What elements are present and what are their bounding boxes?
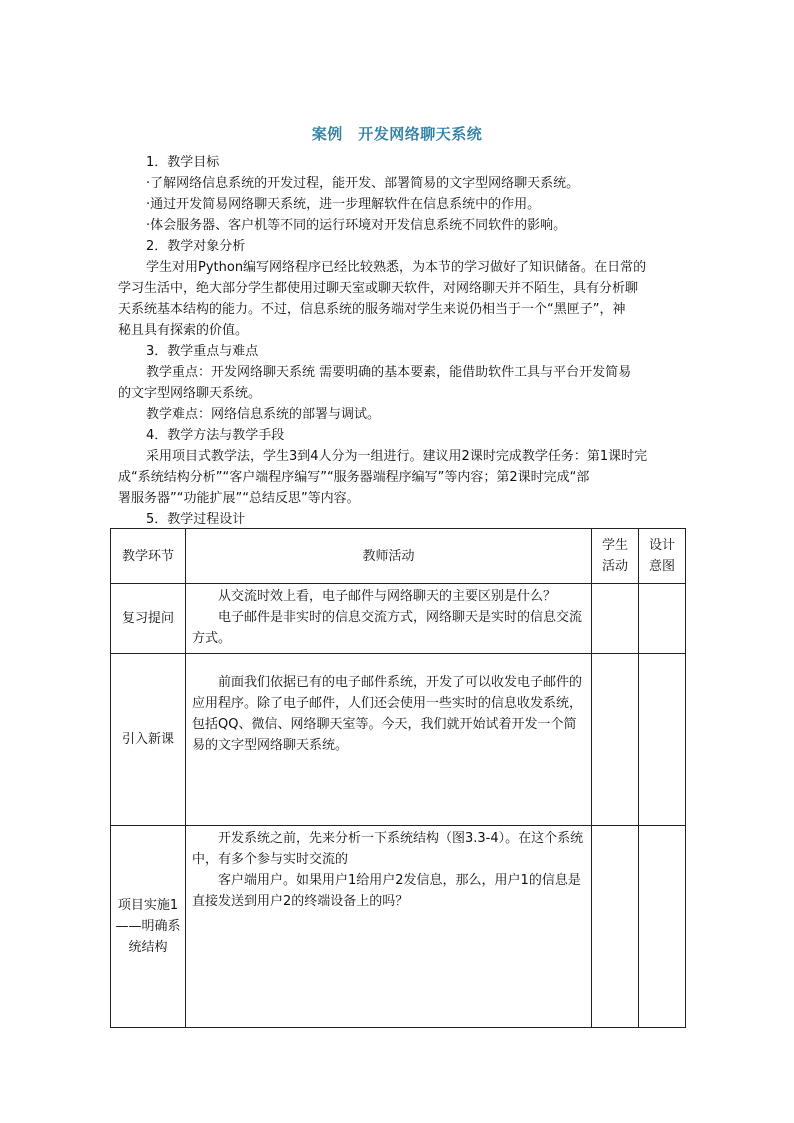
- header-design-line: 意图: [648, 559, 675, 574]
- goal-item: ·通过开发简易网络聊天系统，进一步理解软件在信息系统中的作用。: [146, 197, 541, 212]
- paragraph-line: 教学难点：网络信息系统的部署与调试。: [146, 407, 381, 422]
- stage-cell: 项目实施1——明确系统结构: [111, 826, 186, 1028]
- goal-item: ·了解网络信息系统的开发过程，能开发、部署简易的文字型网络聊天系统。: [146, 176, 580, 191]
- activity-paragraph: 客户端用户。如果用户1给用户2发信息，那么，用户1的信息是直接发送到用户2的终端设备上的吗？: [192, 873, 581, 909]
- teacher-activity-cell: [186, 826, 592, 1028]
- student-activity-cell: [592, 584, 639, 654]
- paragraph-line: 的文字型网络聊天系统。: [118, 386, 262, 401]
- activity-paragraph: 从交流时效上看，电子邮件与网络聊天的主要区别是什么？: [218, 589, 557, 604]
- table-row: [111, 654, 686, 826]
- paragraph-line: 秘且具有探索的价值。: [118, 323, 249, 338]
- paragraph-line: 学生对用Python编写网络程序已经比较熟悉，为本节的学习做好了知识储备。在日常的: [146, 260, 647, 275]
- header-design: [639, 529, 686, 584]
- paragraph-line: 采用项目式教学法，学生3到4人分为一组进行。建议用2课时完成教学任务：第1课时完: [146, 449, 648, 464]
- activity-paragraph: 电子邮件是非实时的信息交流方式，网络聊天是实时的信息交流方式。: [192, 610, 583, 646]
- table-header-row: [111, 529, 686, 584]
- paragraph-line: 天系统基本结构的能力。不过，信息系统的服务端对学生来说仍相当于一个“黑匣子”，神: [118, 302, 626, 317]
- activity-paragraph: 前面我们依据已有的电子邮件系统，开发了可以收发电子邮件的应用程序。除了电子邮件，人们还会使用一些实时的信息收发系统，包括QQ、微信、网络聊天室等。今天，我们就开始试着开发一个简易的文字型网络聊天系统。: [192, 675, 583, 753]
- paragraph-line: 成“系统结构分析”“客户端程序编写”“服务器端程序编写”等内容；第2课时完成“部: [118, 470, 590, 485]
- table-row: [111, 584, 686, 654]
- process-table: [110, 528, 686, 1028]
- paragraph-line: 署服务器”“功能扩展”“总结反思”等内容。: [118, 491, 360, 506]
- goal-item: ·体会服务器、客户机等不同的运行环境对开发信息系统不同软件的影响。: [146, 218, 567, 233]
- student-activity-cell: [592, 826, 639, 1028]
- section-heading-goals: 1．教学目标: [146, 155, 220, 170]
- paragraph-line: 学习生活中，绝大部分学生都使用过聊天室或聊天软件，对网络聊天并不陌生，具有分析聊: [118, 281, 639, 296]
- section-heading-key: 3．教学重点与难点: [146, 344, 259, 359]
- student-activity-cell: [592, 654, 639, 826]
- teacher-activity-cell: [186, 654, 592, 826]
- page-title: 案例 开发网络聊天系统: [311, 125, 483, 143]
- header-stage: 教学环节: [111, 529, 186, 584]
- body-text: [118, 152, 678, 530]
- section-heading-process: 5．教学过程设计: [146, 512, 246, 527]
- section-heading-object: 2．教学对象分析: [146, 239, 246, 254]
- paragraph-line: 教学重点：开发网络聊天系统 需要明确的基本要素，能借助软件工具与平台开发简易: [146, 365, 632, 380]
- header-teacher: 教师活动: [186, 529, 592, 584]
- header-student: [592, 529, 639, 584]
- stage-cell: 复习提问: [111, 584, 186, 654]
- design-intent-cell: [639, 826, 686, 1028]
- stage-cell: 引入新课: [111, 654, 186, 826]
- activity-paragraph: 开发系统之前，先来分析一下系统结构（图3.3-4）。在这个系统中，有多个参与实时交流的: [192, 831, 584, 867]
- teacher-activity-cell: [186, 584, 592, 654]
- section-heading-method: 4．教学方法与教学手段: [146, 428, 285, 443]
- header-student-line: 活动: [601, 559, 628, 574]
- table-row: [111, 826, 686, 1028]
- design-intent-cell: [639, 584, 686, 654]
- design-intent-cell: [639, 654, 686, 826]
- header-student-line: 学生: [601, 538, 628, 553]
- header-design-line: 设计: [648, 538, 675, 553]
